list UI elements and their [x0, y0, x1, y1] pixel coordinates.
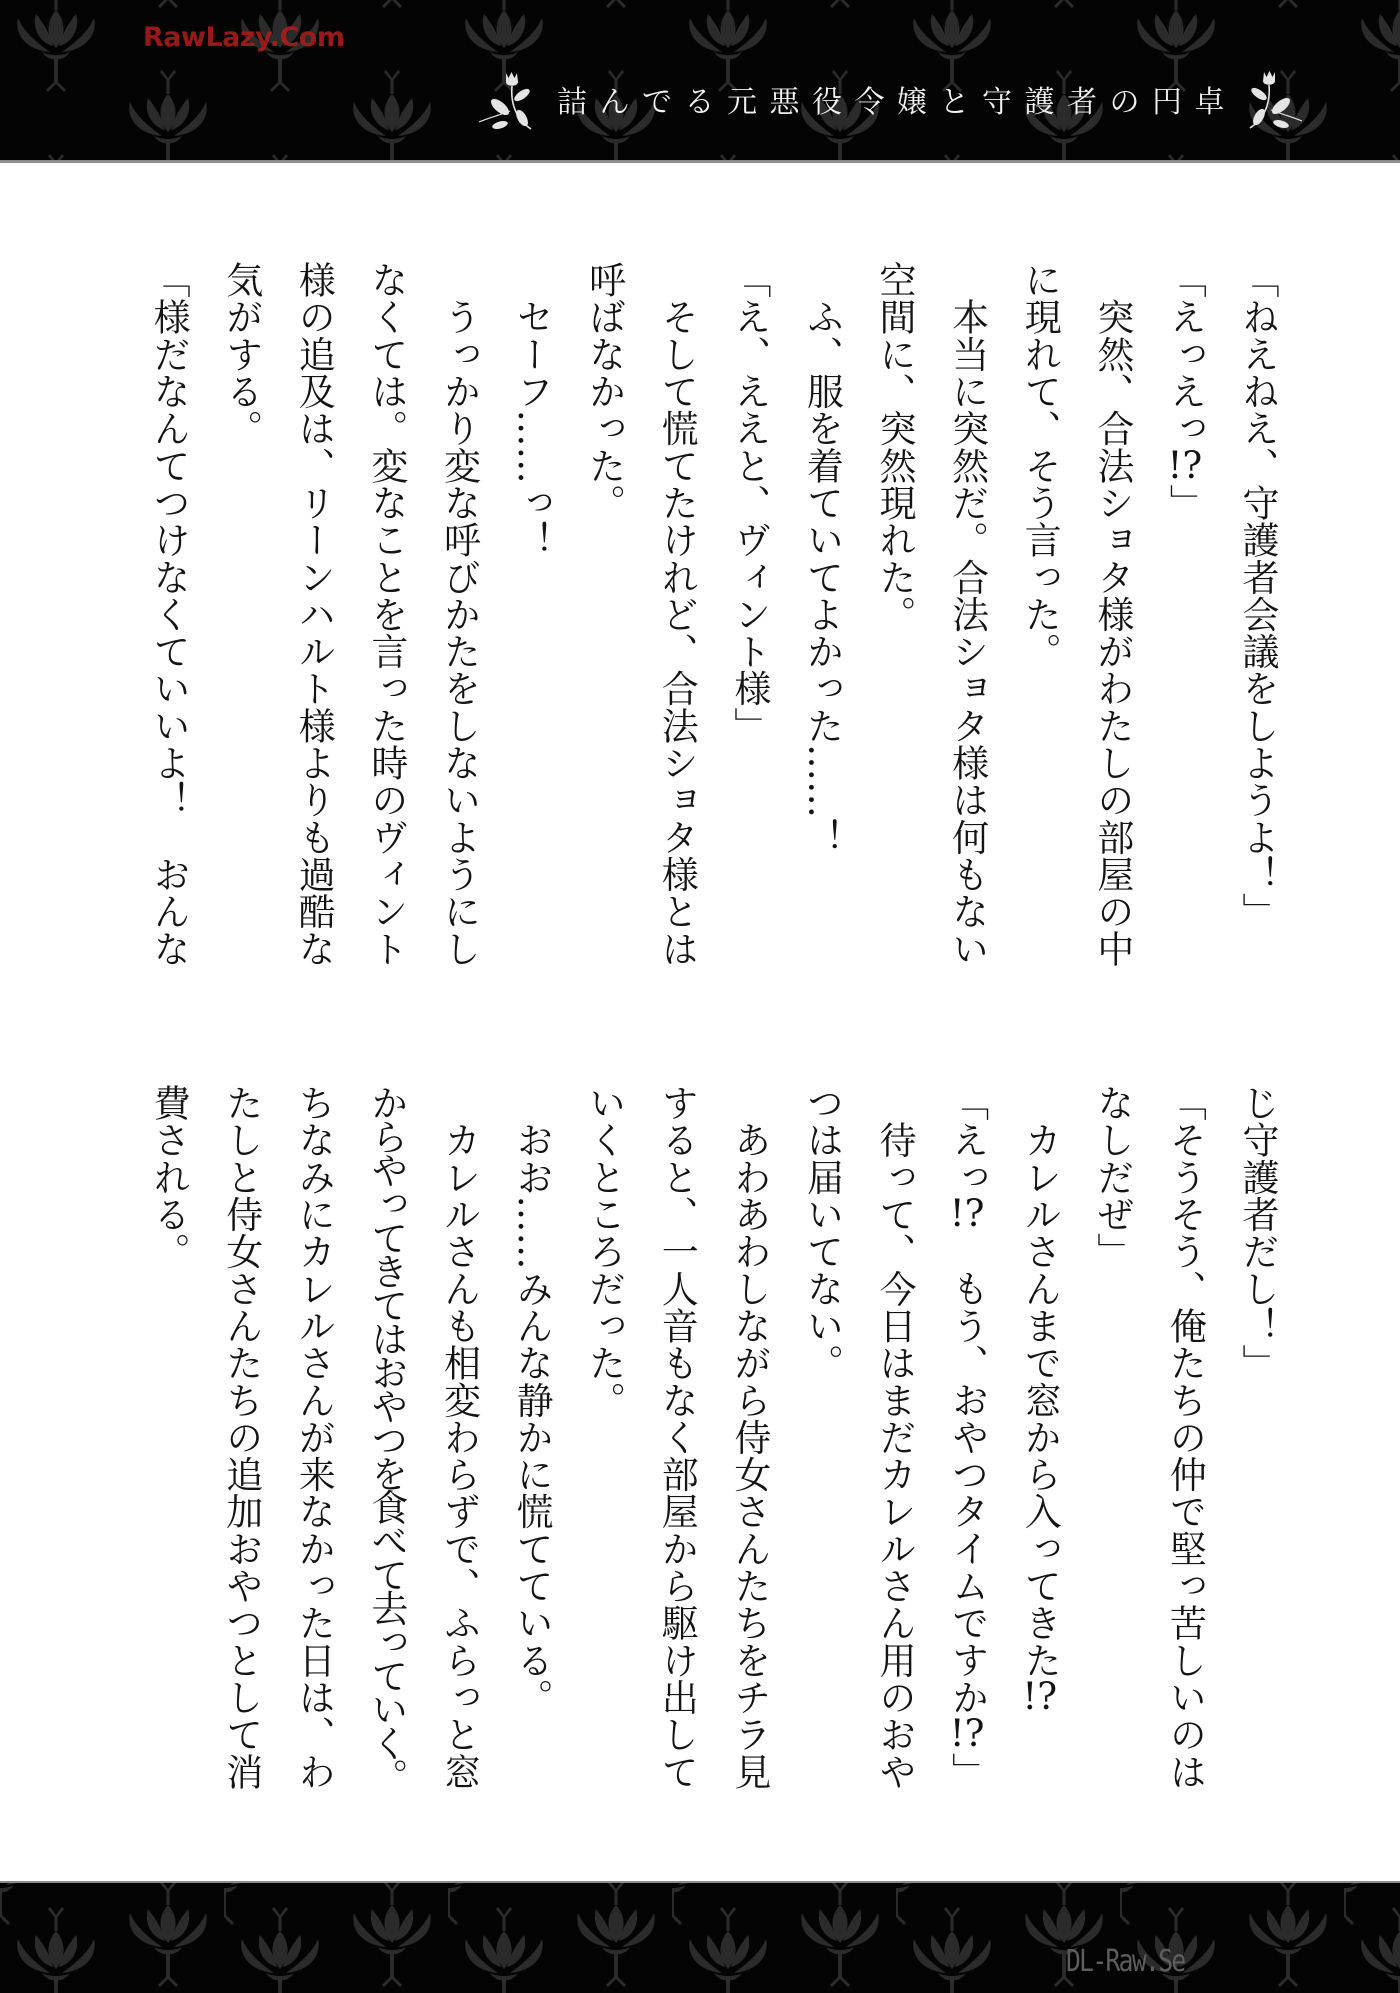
text-column: おお……みんな静かに慌てている。: [510, 1084, 554, 1716]
text-column: 空間に、突然現れた。: [873, 261, 917, 633]
text-column: なくては。変なことを言った時のヴィント: [364, 261, 408, 967]
interrobang-tcy: !?: [949, 1195, 985, 1233]
header-band: [0, 0, 1400, 163]
watermark-bottom: DL-Raw.Se: [1066, 1944, 1185, 1979]
watermark-top: RawLazy.Com: [143, 22, 345, 53]
text-column: 費される。: [147, 1084, 191, 1270]
text-column: あわあわしながら侍女さんたちをチラ見: [727, 1084, 771, 1790]
text-column: カレルさんも相変わらずで、ふらっと窓: [437, 1084, 481, 1790]
text-column: 様の追及は、リーンハルト様よりも過酷な: [292, 261, 336, 967]
upper-text-block: [132, 261, 1294, 973]
page-header-title: 詰んでる元悪役令嬢と守護者の円卓: [557, 85, 1237, 120]
lower-text-block: [132, 1084, 1294, 1796]
text-column: に現れて、そう言った。: [1018, 261, 1062, 670]
text-column: うっかり変な呼びかたをしないようにし: [437, 261, 481, 967]
text-column: 「えっえっ!?」: [1163, 261, 1207, 521]
text-column: 本当に突然だ。合法ショタ様は何もない: [945, 261, 989, 967]
text-column: 気がする。: [219, 261, 263, 447]
text-column: つは届いてない。: [800, 1084, 844, 1382]
text-column: 「そうそう、俺たちの仲で堅っ苦しいのは: [1163, 1084, 1207, 1790]
text-column: なしだぜ」: [1090, 1084, 1134, 1270]
footer-band: [0, 1881, 1400, 1993]
text-column: 「えっ!? もう、おやつタイムですか!?」: [945, 1084, 989, 1790]
text-column: 「ねえねえ、守護者会議をしようよ！」: [1236, 261, 1279, 930]
tulip-sprig-icon: [1247, 70, 1303, 132]
text-column: セーフ……っ！: [510, 261, 554, 559]
text-column: 「え、ええと、ヴィント様」: [727, 261, 771, 744]
text-column: いくところだった。: [582, 1084, 626, 1419]
interrobang-tcy: !?: [949, 1715, 985, 1753]
text-column: 待って、今日はまだカレルさん用のおや: [873, 1084, 917, 1790]
text-column: 「様だなんてつけなくていいよ！ おんな: [147, 261, 191, 967]
text-column: ちなみにカレルさんが来なかった日は、わ: [292, 1084, 336, 1790]
text-column: ふ、服を着ていてよかった……！: [800, 261, 844, 856]
text-column: からやってきてはおやつを食べて去っていく。: [364, 1084, 408, 1792]
tulip-sprig-icon: [478, 71, 534, 133]
damask-pattern: [0, 1883, 1400, 1993]
text-column: たしと侍女さんたちの追加おやつとして消: [219, 1084, 263, 1790]
text-column: カレルさんまで窓から入ってきた!?: [1018, 1084, 1062, 1716]
text-column: 突然、合法ショタ様がわたしの部屋の中: [1090, 261, 1134, 967]
interrobang-tcy: !?: [1022, 1678, 1058, 1716]
text-column: じ守護者だし！」: [1236, 1084, 1279, 1382]
text-column: 呼ばなかった。: [582, 261, 626, 522]
interrobang-tcy: !?: [1167, 446, 1203, 484]
text-column: そして慌てたけれど、合法ショタ様とは: [655, 261, 699, 967]
text-column: すると、一人音もなく部屋から駆け出して: [655, 1084, 699, 1790]
